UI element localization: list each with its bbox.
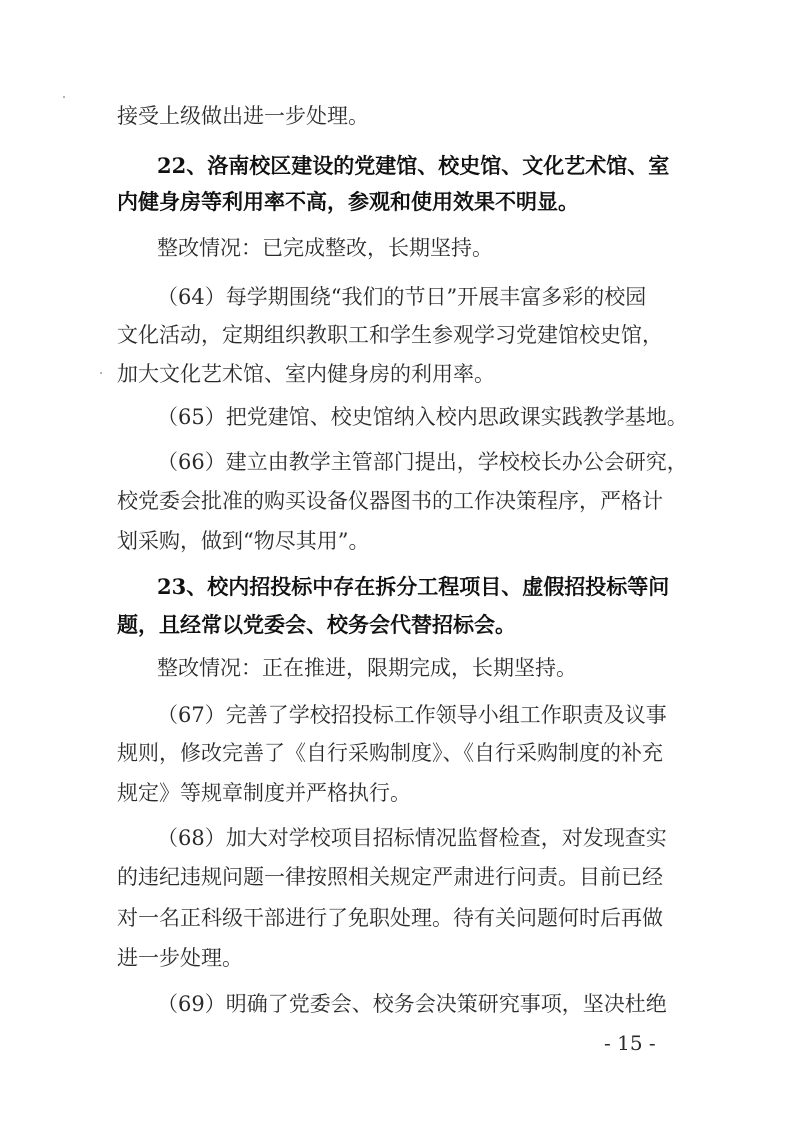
- scan-speck: [100, 372, 102, 374]
- section-heading-line: 题，且经常以党委会、校务会代替招标会。: [117, 612, 516, 637]
- paragraph-line: 规定》等规章制度并严格执行。: [117, 781, 411, 805]
- paragraph-line: （65）把党建馆、校史馆纳入校内思政课实践教学基地。: [157, 405, 688, 429]
- paragraph-line: （68）加大对学校项目招标情况监督检查，对发现查实: [157, 826, 667, 850]
- section-heading-line: 22、洛南校区建设的党建馆、校史馆、文化艺术馆、室: [157, 153, 670, 178]
- paragraph-line: 划采购，做到“物尽其用”。: [117, 529, 370, 553]
- paragraph-line: 整改情况：正在推进，限期完成，长期坚持。: [157, 656, 577, 680]
- section-heading-line: 内健身房等利用率不高，参观和使用效果不明显。: [117, 189, 579, 214]
- paragraph-line: （69）明确了党委会、校务会决策研究事项，坚决杜绝: [157, 992, 667, 1016]
- paragraph-line: 整改情况：已完成整改，长期坚持。: [157, 236, 493, 260]
- section-heading-line: 23、校内招投标中存在拆分工程项目、虚假招投标等问: [157, 574, 670, 599]
- paragraph-line: （64）每学期围绕“我们的节日”开展丰富多彩的校园: [157, 285, 647, 309]
- paragraph-line: 的违纪违规问题一律按照相关规定严肃进行问责。目前已经: [117, 865, 663, 889]
- paragraph-line: 加大文化艺术馆、室内健身房的利用率。: [117, 362, 495, 386]
- paragraph-line: （66）建立由教学主管部门提出，学校校长办公会研究，: [157, 450, 688, 474]
- paragraph-line: 规则，修改完善了《自行采购制度》、《自行采购制度的补充: [117, 741, 663, 765]
- paragraph-line: 进一步处理。: [117, 946, 243, 970]
- paragraph-line: 校党委会批准的购买设备仪器图书的工作决策程序，严格计: [117, 489, 663, 513]
- paragraph-line: 对一名正科级干部进行了免职处理。待有关问题何时后再做: [117, 906, 663, 930]
- scan-speck: [63, 96, 65, 98]
- paragraph-line: （67）完善了学校招投标工作领导小组工作职责及议事: [157, 703, 667, 727]
- paragraph-line: 文化活动，定期组织教职工和学生参观学习党建馆校史馆，: [117, 323, 663, 347]
- page-number: - 15 -: [604, 1031, 656, 1055]
- paragraph-line: 接受上级做出进一步处理。: [117, 104, 369, 128]
